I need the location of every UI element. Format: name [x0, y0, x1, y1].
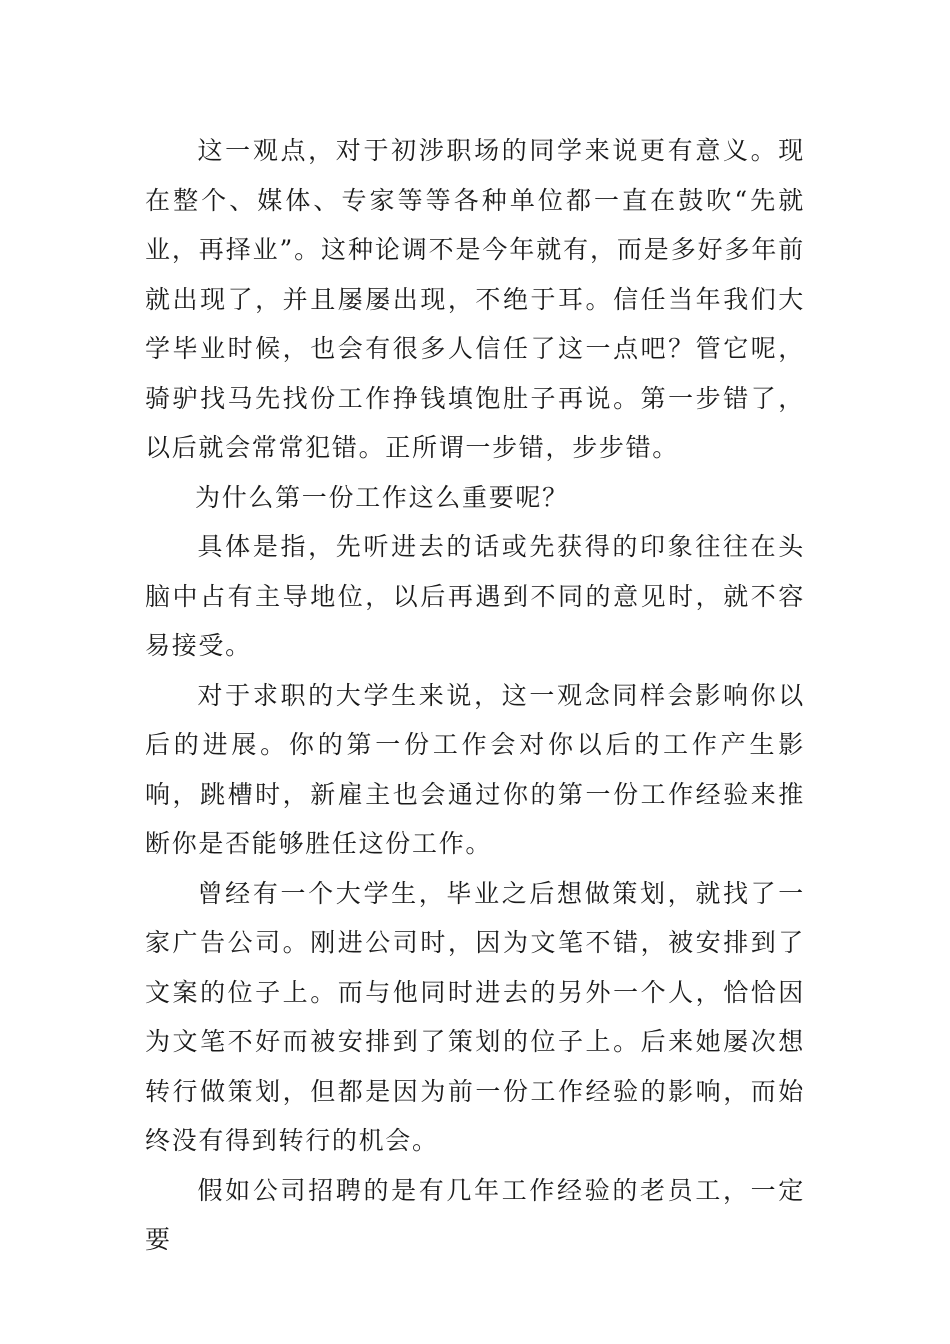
paragraph-1: 这一观点，对于初涉职场的同学来说更有意义。现在整个、媒体、专家等等各种单位都一直在鼓吹“先就业，再择业”。这种论调不是今年就有，而是多好多年前就出现了，并且屡屡出现，不绝于耳。信任当年我们大学毕业时候，也会有很多人信任了这一点吧？管它呢，骑驴找马先找份工作挣钱填饱肚子再说。第一步错了，以后就会常常犯错。正所谓一步错，步步错。 [145, 136, 805, 462]
document-body [145, 126, 805, 1265]
paragraph-3: 具体是指，先听进去的话或先获得的印象往往在头脑中占有主导地位，以后再遇到不同的意见时，就不容易接受。 [145, 532, 805, 660]
paragraph-2: 为什么第一份工作这么重要呢？ [195, 482, 569, 512]
paragraph-5: 曾经有一个大学生，毕业之后想做策划，就找了一家广告公司。刚进公司时，因为文笔不错，被安排到了文案的位子上。而与他同时进去的另外一个人，恰恰因为文笔不好而被安排到了策划的位子上。后来她屡次想转行做策划，但都是因为前一份工作经验的影响，而始终没有得到转行的机会。 [145, 878, 805, 1155]
paragraph-4: 对于求职的大学生来说，这一观念同样会影响你以后的进展。你的第一份工作会对你以后的工作产生影响，跳槽时，新雇主也会通过你的第一份工作经验来推断你是否能够胜任这份工作。 [145, 680, 805, 858]
paragraph-6: 假如公司招聘的是有几年工作经验的老员工，一定要 [145, 1175, 805, 1254]
